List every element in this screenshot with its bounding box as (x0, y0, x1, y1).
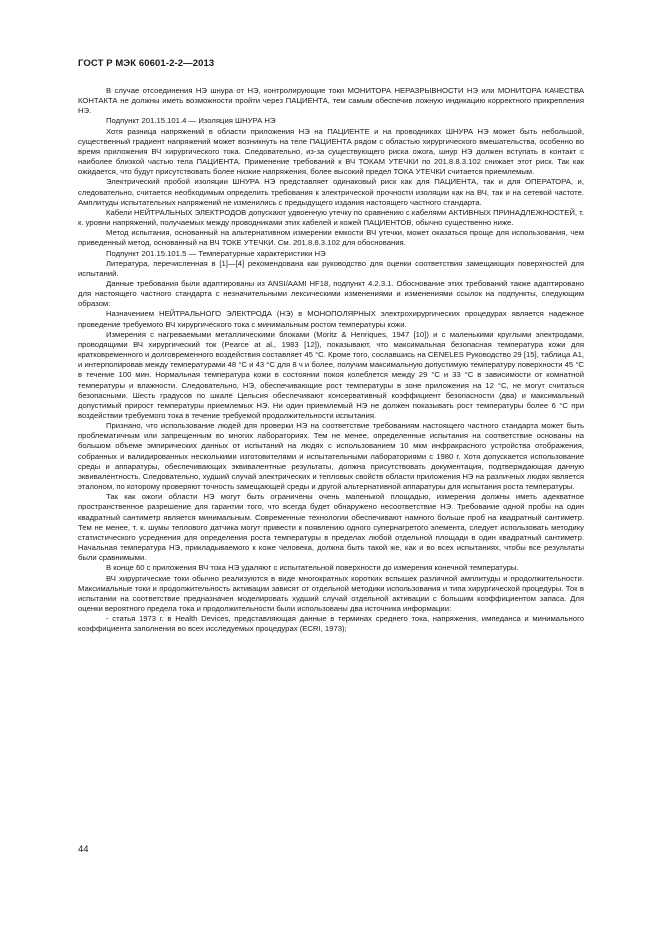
paragraph: Измерения с нагреваемыми металлическими блоками (Moritz & Henriques, 1947 [10]) и с маленькими круглыми электродами, проводящими ВЧ хирургический ток (Pearce at al., 1983 [12]), показывают, что максимальная безопасная температура кожи для кратковременного и долговременного воздействия составляет 45 °С. Кроме того, сославшись на CENELES Руководство 29 [15], таблица А1, и интерполировав между температурами 48 °С и 43 °С для 8 ч и более, получим максимальную допустимую температуру поверхности 45 °С в течение 100 мин. Нормальная температура кожи в состоянии покоя колеблется между 29 °С и 33 °С в зависимости от комнатной температуры и влажности. Следовательно, НЭ, обеспечивающие рост температуры в зоне приложения на 12 °С, не могут считаться безопасными. Шесть градусов по шкале Цельсия обеспечивают консервативный коэффициент безопасности (два) и максимальный допустимый прирост температуры приемлемых НЭ. Ни один приемлемый НЭ не должен показывать рост температуры более 6 °С при воздействии требуемого тока в течение требуемой продолжительности испытания. (78, 329, 584, 420)
paragraph: В случае отсоединения НЭ шнура от НЭ, контролирующие токи МОНИТОРА НЕРАЗРЫВНОСТИ НЭ или МОНИТОРА КАЧЕСТВА КОНТАКТА не должны иметь возможности пройти через ПАЦИЕНТА, тем самым обеспечив ложную индикацию корректного прикрепления НЭ. (78, 86, 584, 116)
list-item: - статья 1973 г. в Health Devices, представляющая данные в терминах среднего тока, напряжения, импеданса и минимального коэффициента заполнения во всех исследуемых процедурах (ECRI, 1973); (78, 614, 584, 634)
paragraph: Хотя разница напряжений в области приложения НЭ на ПАЦИЕНТЕ и на проводниках ШНУРА НЭ может быть небольшой, существенный градиент напряжений может возникнуть на теле ПАЦИЕНТА рядом с областью хирургического вмешательства, особенно во время приложения ВЧ хирургического тока. Следовательно, из-за существующего риска ожога, шнур НЭ должен вступать в контакт с наиболее близкой частью тела ПАЦИЕНТА. Применение требований к ВЧ ТОКАМ УТЕЧКИ по 201.8.8.3.102 снижает этот риск. Так как ожидается, что будут присутствовать более низкие напряжения, более высокий предел ТОКА УТЕЧКИ считается приемлемым. (78, 126, 584, 177)
paragraph: Электрический пробой изоляции ШНУРА НЭ представляет одинаковый риск как для ПАЦИЕНТА, так и для ОПЕРАТОРА, и, следовательно, считается необходимым определить требования к электрической прочности изоляции как на ВЧ, так и на сетевой частоте. Амплитуды испытательных напряжений не изменились с предыдущего издания настоящего частного стандарта. (78, 177, 584, 207)
paragraph: Признано, что использование людей для проверки НЭ на соответствие требованиям настоящего частного стандарта может быть проблематичным или запрещенным во многих лабораториях. Тем не менее, определенные испытания на соответствие основаны на большом объеме эмпирических данных от испытаний на людях с использованием 10 мкм инфракрасного устройства отображения, собранных и валидированных несколькими изготовителями и испытательными лабораториями с 1980 г. Хотя допускается использование среды и аппаратуры, обеспечивающих эквивалентные результаты, должна присутствовать документация, подтверждающая данную эквивалентность. Следовательно, худший случай электрических и тепловых свойств области приложения НЭ на различных людях является эталоном, по которому проверяют точность замещающей среды и другой альтернативной аппаратуры для испытания роста температуры. (78, 421, 584, 492)
paragraph: Данные требования были адаптированы из ANSI/AAMI HF18, подпункт 4.2.3.1. Обоснование этих требований также адаптировано для настоящего частного стандарта с незначительными лексическими изменениями и изменениями ссылок на подпункты, следующим образом: (78, 278, 584, 309)
document-body (78, 86, 584, 634)
paragraph: Назначением НЕЙТРАЛЬНОГО ЭЛЕКТРОДА (НЭ) в МОНОПОЛЯРНЫХ электрохирургических процедурах является надежное проведение требуемого ВЧ хирургического тока с минимальным ростом температуры кожи. (78, 309, 584, 329)
paragraph: Метод испытания, основанный на альтернативном измерении емкости ВЧ утечки, может оказаться проще для использования, чем приведенный метод, основанный на ВЧ ТОКЕ УТЕЧКИ. См. 201.8.8.3.102 для обоснования. (78, 228, 584, 248)
standard-header: ГОСТ Р МЭК 60601-2-2—2013 (78, 58, 215, 69)
paragraph: Литература, перечисленная в [1]—[4] рекомендована как руководство для оценки соответствия замещающих поверхностей для испытаний. (78, 258, 584, 278)
subclause-heading: Подпункт 201.15.101.4 — Изоляция ШНУРА НЭ (106, 116, 276, 126)
paragraph: Кабели НЕЙТРАЛЬНЫХ ЭЛЕКТРОДОВ допускают удвоенную утечку по сравнению с кабелями АКТИВНЫХ ПРИНАДЛЕЖНОСТЕЙ, т. к. уровни напряжений, получаемых между проводниками этих кабелей и кожей ПАЦИЕНТОВ, обычно существенно ниже. (78, 207, 584, 228)
paragraph: ВЧ хирургические токи обычно реализуются в виде многократных коротких вспышек различной амплитуды и продолжительности. Максимальные токи и продолжительность активации зависят от отдельной методики использования и типа хирургической процедуры. Ток в испытании на соответствие предназначен моделировать худший случай отдельной активации с большим коэффициентом запаса. Для оценки вероятного предела тока и продолжительности были использованы два источника информации: (78, 573, 584, 613)
paragraph: В конце 60 с приложения ВЧ тока НЭ удаляют с испытательной поверхности до измерения конечной температуры. (106, 563, 519, 573)
page-number: 44 (78, 844, 89, 855)
subclause-heading: Подпункт 201.15.101.5 — Температурные характеристики НЭ (106, 248, 326, 258)
paragraph: Так как ожоги области НЭ могут быть ограничены очень маленькой площадью, измерения должны иметь адекватное пространственное разрешение для гарантии того, что всегда будет обнаружено несоответствие НЭ. Требование одной пробы на один квадратный сантиметр является минимальным. Современные технологии обеспечивают намного больше проб на квадратный сантиметр. Тем не менее, т. к. шумы теплового датчика могут привести к появлению одного супернагретого элемента, следует использовать методику статистического усреднения для определения роста температуры в пределах любой отдельной площади в один квадратный сантиметр. Начальная температура НЭ, прикладываемого к коже человека, должна быть такой же, как и во всех испытаниях, чтобы все результаты были сравнимыми. (78, 492, 584, 563)
